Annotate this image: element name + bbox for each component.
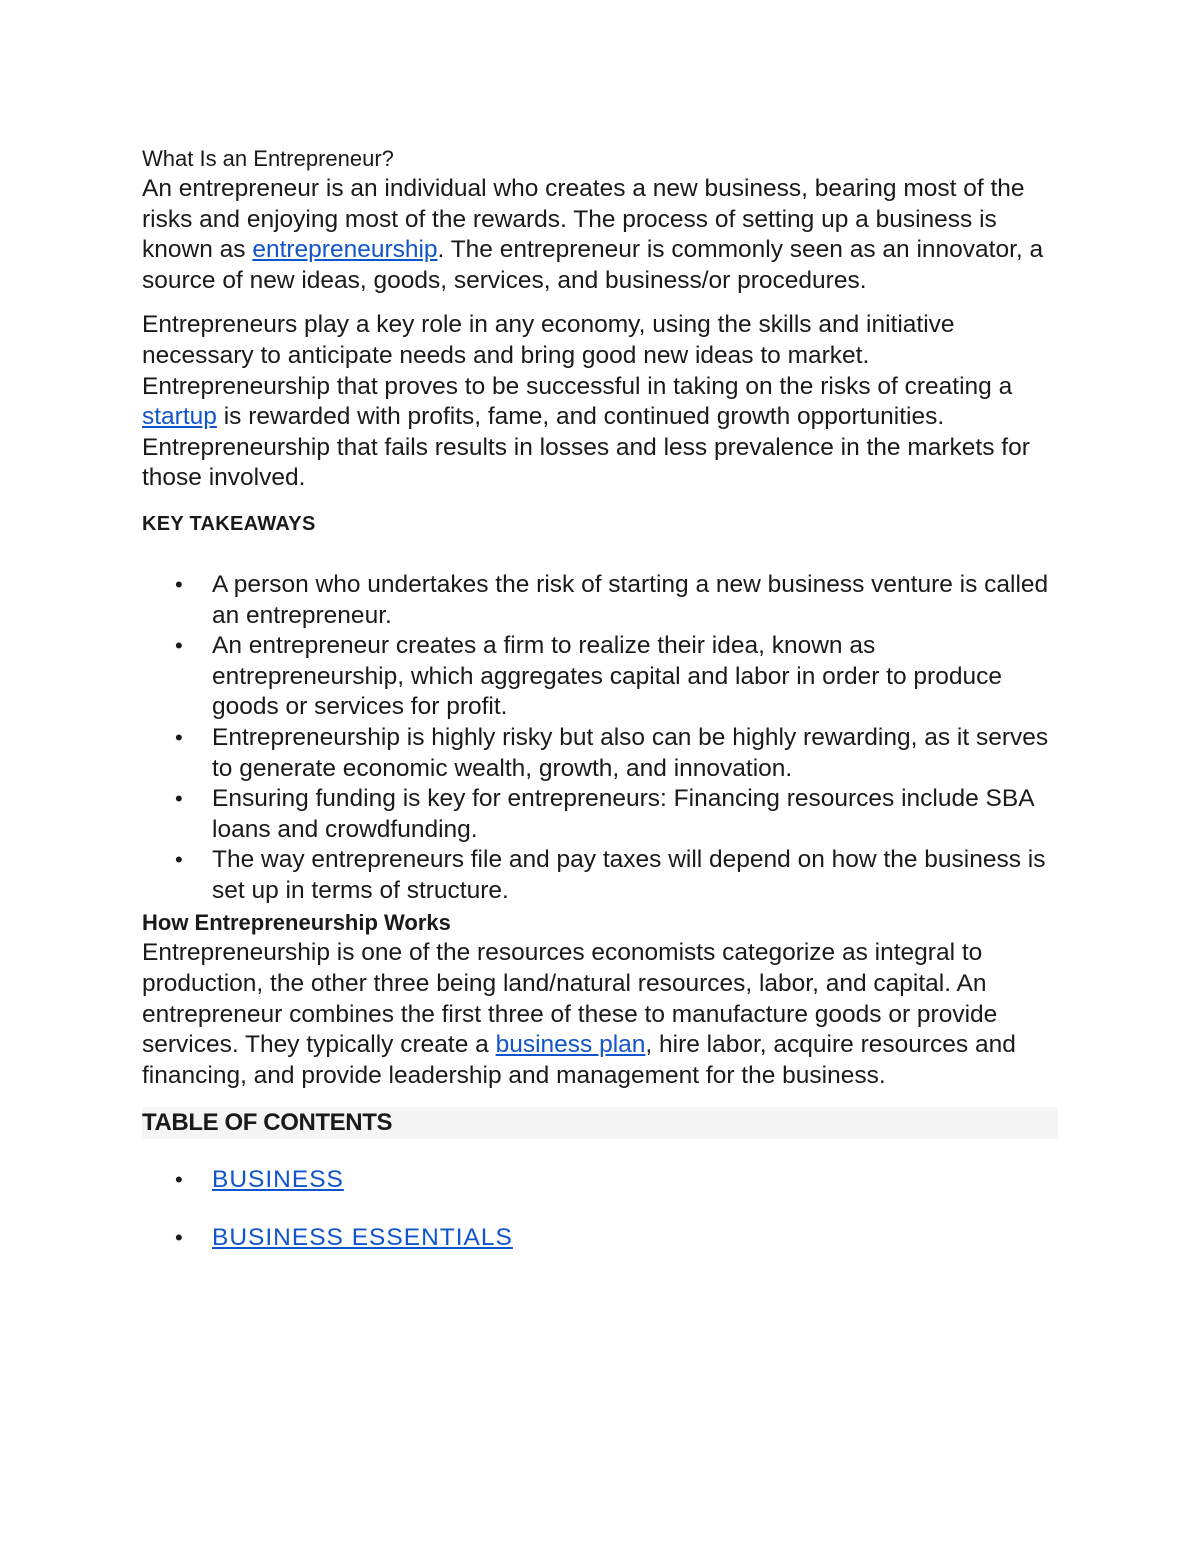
toc-item-business (142, 1165, 1060, 1195)
toc-item-business-essentials (142, 1223, 1060, 1253)
page-title: What Is an Entrepreneur? (142, 146, 394, 171)
how-p1-text-before: Entrepreneurship is one of the resources economists categorize as integral to production, the other three being land/natural resources, labor, and capital. An entrepreneur combines the first three of these to manufacture goods or provide services. They typically create a (142, 939, 998, 1059)
bullet-icon: • (175, 571, 183, 597)
how-it-works-paragraph (142, 938, 1060, 1091)
document-page (142, 144, 1060, 1281)
how-it-works-title: How Entrepreneurship Works (142, 910, 451, 936)
startup-link[interactable]: startup (142, 403, 217, 431)
takeaway-text: Entrepreneurship is highly risky but also can be highly rewarding, as it serves to generate economic wealth, growth, and innovation. (212, 723, 1049, 782)
bullet-icon: • (175, 1167, 183, 1193)
takeaway-text: An entrepreneur creates a firm to realize their idea, known as entrepreneurship, which aggregates capital and labor in order to produce goods or services for profit. (212, 632, 1002, 721)
bullet-icon: • (175, 847, 183, 873)
table-of-contents-header (142, 1107, 1058, 1139)
bullet-icon: • (175, 633, 183, 659)
takeaway-text: Ensuring funding is key for entrepreneurs: Financing resources include SBA loans and crowdfunding. (212, 785, 1034, 843)
key-takeaways-title: KEY TAKEAWAYS (142, 512, 316, 535)
list-item (142, 845, 1060, 906)
toc-link-business-essentials[interactable]: BUSINESS ESSENTIALS (212, 1224, 513, 1252)
table-of-contents-list (142, 1165, 1060, 1253)
takeaway-text: The way entrepreneurs file and pay taxes will depend on how the business is set up in terms of structure. (212, 846, 1046, 904)
list-item (142, 631, 1060, 723)
intro-p2-text-after: is rewarded with profits, fame, and continued growth opportunities. Entrepreneurship that fails results in losses and less prevalence in the markets for those involved. (142, 403, 1030, 492)
takeaway-text: A person who undertakes the risk of starting a new business venture is called an entrepreneur. (212, 570, 1049, 629)
list-item (142, 570, 1060, 631)
table-of-contents-title: TABLE OF CONTENTS (142, 1109, 393, 1137)
toc-link-business[interactable]: BUSINESS (212, 1166, 344, 1194)
intro-paragraph-2 (142, 310, 1060, 494)
intro-p1-text-before: An entrepreneur is an individual who creates a new business, bearing most of the risks and enjoying most of the rewards. The process of setting up a business is known as (142, 175, 1025, 264)
intro-p1-text-after: . The entrepreneur is commonly seen as an innovator, a source of new ideas, goods, services, and business/or procedures. (142, 236, 1044, 294)
intro-paragraph-1 (142, 174, 1060, 296)
list-item (142, 784, 1060, 845)
bullet-icon: • (175, 1225, 183, 1251)
bullet-icon: • (175, 724, 183, 750)
bullet-icon: • (175, 786, 183, 812)
entrepreneurship-link[interactable]: entrepreneurship (252, 236, 438, 264)
how-p1-text-after: , hire labor, acquire resources and financing, and provide leadership and management for the business. (142, 1031, 1016, 1089)
business-plan-link[interactable]: business plan (495, 1031, 646, 1059)
list-item (142, 723, 1060, 784)
key-takeaways-list (142, 570, 1060, 907)
intro-p2-text-before: Entrepreneurs play a key role in any economy, using the skills and initiative necessary to anticipate needs and bring good new ideas to market. Entrepreneurship that proves to be successful in taking on the risks of creating a (142, 311, 1013, 400)
